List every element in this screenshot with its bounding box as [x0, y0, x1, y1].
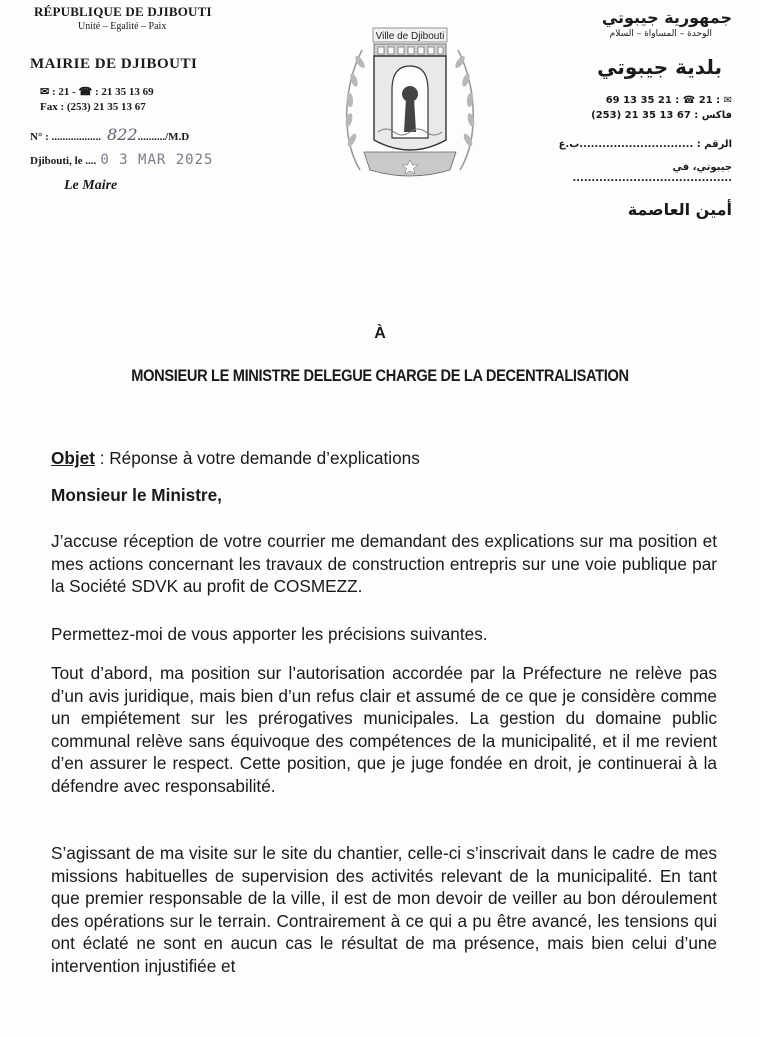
paragraph-4: S’agissant de ma visite sur le site du chantier, celle-ci s’inscrivait dans le cadre de mes missions habituelles de supervision des activités relevant de la municipalité. En tant que premier responsable de la ville, il est de mon devoir de veiller au bon déroulement des opérations sur le terrain. Contrairement à ce qui a pu être avancé, les tensions qui ont éclaté ne sont en aucun cas le résultat de ma présence, mais bien celui d’une intervention injustifiée et	[51, 843, 717, 976]
date-stamp: 0 3 MAR 2025	[100, 152, 214, 168]
subject-text: : Réponse à votre demande d’explications	[94, 448, 420, 468]
salutation: Monsieur le Ministre,	[51, 485, 222, 505]
ref-suffix: ........../M.D	[137, 131, 190, 143]
signatory-ar: أمين العاصمة	[627, 200, 732, 219]
date-prefix: Djibouti, le ....	[30, 155, 97, 167]
date-line	[30, 152, 290, 168]
phone-line: ✉ : 21 - ☎ : 21 35 13 69	[40, 86, 154, 98]
reference-number	[30, 125, 290, 144]
mairie-title: MAIRIE DE DJIBOUTI	[30, 56, 198, 72]
republic-title: RÉPUBLIQUE DE DJIBOUTI	[34, 4, 212, 19]
subject-label: Objet	[51, 448, 95, 468]
motto-ar: الوحدة – المساواة – السلام	[609, 29, 712, 39]
paragraph-1: J’accuse réception de votre courrier me demandant des explications sur ma position et mes actions concernant les travaux de construction entrepris sur une voie publique par la Société SDVK au profit de COSMEZZ.	[51, 531, 717, 596]
header-right	[512, 8, 732, 219]
header-left	[30, 4, 290, 194]
ref-prefix: N° : ..................	[30, 131, 102, 143]
emblem-label: Ville de Djibouti	[375, 31, 445, 42]
paragraph-2: Permettez-moi de vous apporter les précisions suivantes.	[51, 624, 488, 644]
reference-number-ar: الرقم : ..............................ب.ع	[558, 139, 732, 150]
date-line-ar: جيبوتي، في ..........................................	[572, 162, 732, 184]
phone-line-ar: ✉ : 21 ☎ : 21 35 13 69	[605, 95, 732, 106]
paragraph-3: Tout d’abord, ma position sur l’autorisation accordée par la Préfecture ne relève pas d’un avis juridique, mais bien d’un refus clair et assumé de ce que je considère comme un empiétement sur les prérogatives municipales. La gestion du domaine public communal relève sans équivoque des compétences de la municipalité, et il me revient d’en assurer le respect. Cette position, que je juge fondée en droit, je continuerai à la défendre avec responsabilité.	[51, 663, 717, 796]
address-to: À	[374, 325, 386, 342]
subject-line	[51, 447, 717, 470]
fax-line: Fax : (253) 21 35 13 67	[40, 101, 146, 113]
handwritten-ref: 822	[107, 125, 138, 144]
city-emblem	[340, 20, 480, 195]
recipient-title: MONSIEUR LE MINISTRE DELEGUE CHARGE DE LA DECENTRALISATION	[131, 366, 629, 385]
contact-block-ar	[512, 93, 732, 123]
mairie-title-ar: بلدية جيبوتي	[597, 55, 722, 79]
fax-line-ar: فاكس : 67 13 35 21 (253)	[591, 110, 732, 121]
republic-title-ar: جمهورية جيبوتي	[601, 8, 732, 27]
contact-block	[40, 85, 290, 115]
motto: Unité – Egalité – Paix	[78, 21, 167, 32]
signatory-fr: Le Maire	[64, 178, 118, 193]
